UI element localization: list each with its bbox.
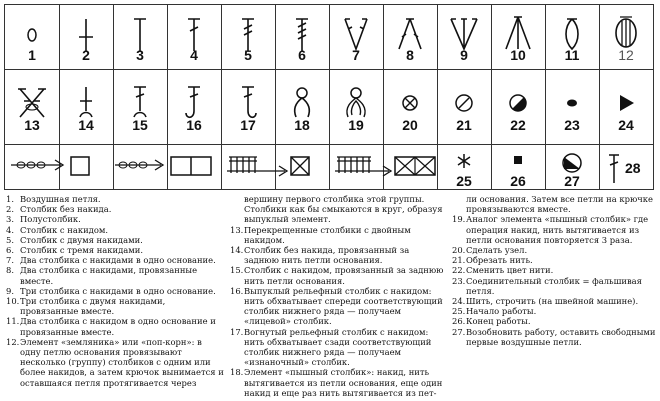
legend-item: 15. Столбик с накидом, провязанный за заднюю нить петли основания. bbox=[230, 265, 444, 286]
sequence-chain-double-square bbox=[113, 151, 219, 185]
legend-item: 19. Аналог элемента «пышный столбик» где операция накид, нить вытягивается из петли основания повторяется 3 раза. bbox=[452, 214, 649, 245]
legend-item: 23. Соединительный столбик = фальшивая петля. bbox=[452, 275, 642, 296]
symbol-2dc-bobble: 11 bbox=[545, 7, 599, 67]
symbol-end: 26 bbox=[491, 147, 545, 191]
legend-item: 26. Конец работы. bbox=[452, 316, 531, 327]
sequence-stitches-cross-square bbox=[225, 151, 329, 185]
symbol-v-stitch: 7 bbox=[329, 7, 383, 67]
legend-item: 21. Обрезать нить. bbox=[452, 255, 533, 266]
symbol-back-post: 17 bbox=[221, 77, 275, 137]
symbol-treble: 5 bbox=[221, 7, 275, 67]
symbol-puff-3x: 19 bbox=[329, 77, 383, 137]
sequence-chain-square bbox=[9, 151, 109, 185]
symbol-cut-yarn: 21 bbox=[437, 77, 491, 137]
symbol-table bbox=[4, 4, 654, 190]
legend-item: 16. Выпуклый рельефный столбик с накидом: нить обхватывает спереди соответствующий столбик нижнего ряда — получаем «лицевой» столбик. bbox=[230, 285, 443, 327]
symbol-half-double: 3 bbox=[113, 7, 167, 67]
legend-item: 25. Начало работы. bbox=[452, 306, 537, 317]
legend-item: 1. Воздушная петля. bbox=[6, 194, 101, 204]
legend-item: 6. Столбик с тремя накидами. bbox=[6, 245, 143, 256]
symbol-start: 25 bbox=[437, 147, 491, 191]
symbol-double-treble: 6 bbox=[275, 7, 329, 67]
legend-item: 4. Столбик с накидом. bbox=[6, 224, 109, 235]
symbol-front-post: 16 bbox=[167, 77, 221, 137]
legend-item: 3. Полустолбик. bbox=[6, 214, 81, 225]
symbol-dc-back-loop: 15 bbox=[113, 77, 167, 137]
legend-item: 22. Сменить цвет нити. bbox=[452, 265, 554, 276]
legend-item: вершину первого столбика этой группы. Столбики как бы смыкаются в круг, образуя выпуклый элемент. bbox=[244, 194, 443, 225]
legend-item: 12. Элемент «земляника» или «поп-корн»: в одну петлю основания провязывают несколько (группу) столбиков с одним или более накидов, а затем крючок вынимается и оставшаяся петля протягивается через bbox=[6, 336, 224, 388]
legend-item: 14. Столбик без накида, провязанный за заднюю нить петли основания. bbox=[230, 245, 410, 266]
symbol-sc-back-loop: 14 bbox=[59, 77, 113, 137]
svg-text:28: 28 bbox=[625, 160, 641, 176]
legend-item: 17. Вогнутый рельефный столбик с накидом: нить обхватывает сзади соответствующий столбик нижнего ряда — получаем «изнаночный» столбик. bbox=[230, 326, 432, 368]
legend-item: 9. Три столбика с накидами в одно основание. bbox=[6, 285, 216, 296]
legend-item: ли основания. Затем все петли на крючке провязываются вместе. bbox=[466, 194, 653, 215]
legend-item: 5. Столбик с двумя накидами. bbox=[6, 234, 143, 245]
symbol-chain-stitch: 1 bbox=[5, 7, 59, 67]
symbol-sew: 24 bbox=[599, 77, 653, 137]
symbol-dc2tog: 8 bbox=[383, 7, 437, 67]
legend-item: 27. Возобновить работу, оставить свободными первые воздушные петли. bbox=[452, 326, 656, 347]
legend-item: 10. Три столбика с двумя накидами, провязанные вместе. bbox=[6, 296, 166, 317]
symbol-resume: 27 bbox=[545, 147, 599, 191]
legend-item: 20. Сделать узел. bbox=[452, 245, 528, 256]
symbol-3tr-cluster: 10 bbox=[491, 7, 545, 67]
sequence-stitches-double-cross-square bbox=[333, 151, 439, 185]
symbol-make-knot: 20 bbox=[383, 77, 437, 137]
symbol-crossed-tr: 13 bbox=[5, 77, 59, 137]
symbol-spike-stitch bbox=[599, 147, 653, 191]
legend-item: 7. Два столбика с накидами в одно основание. bbox=[6, 255, 216, 266]
legend-item: 8. Два столбика с накидами, провязанные вместе. bbox=[6, 265, 198, 286]
symbol-3dc-fan: 9 bbox=[437, 7, 491, 67]
symbol-puff-stitch: 18 bbox=[275, 77, 329, 137]
legend-column-1 bbox=[6, 194, 224, 388]
legend-column-2 bbox=[230, 194, 446, 398]
symbol-slip-stitch: 23 bbox=[545, 77, 599, 137]
symbol-single-crochet: 2 bbox=[59, 7, 113, 67]
legend-item: 18. Элемент «пышный столбик»: накид, нить вытягивается из петли основания, еще один накид и еще раз нить вытягивается из пет- bbox=[230, 367, 443, 398]
symbol-change-color: 22 bbox=[491, 77, 545, 137]
symbol-double-crochet: 4 bbox=[167, 7, 221, 67]
legend-item: 13. Перекрещенные столбики с двойным накидом. bbox=[230, 224, 411, 245]
legend-column-3 bbox=[452, 194, 656, 347]
legend-item: 2. Столбик без накида. bbox=[6, 204, 112, 215]
symbol-popcorn: 12 bbox=[599, 7, 653, 67]
legend-item: 11. Два столбика с накидом в одно основание и провязанные вместе. bbox=[6, 316, 216, 337]
legend-item: 24. Шить, строчить (на швейной машине). bbox=[452, 296, 639, 307]
